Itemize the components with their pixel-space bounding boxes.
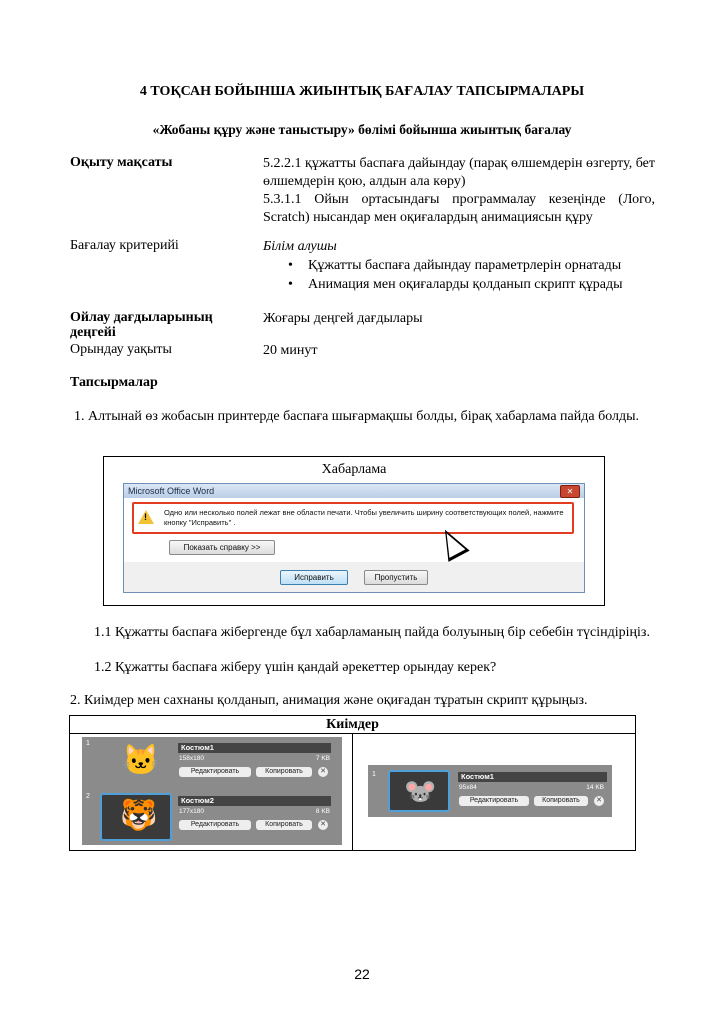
- edit-button[interactable]: Редактировать: [179, 820, 251, 830]
- dialog-figure: [103, 456, 605, 606]
- costume-number: 2: [86, 793, 90, 800]
- costume-thumbnail[interactable]: [102, 740, 172, 786]
- costume-name[interactable]: Костюм2: [178, 796, 331, 806]
- criteria-list: [263, 256, 655, 294]
- thinking-value: Жоғары деңгей дағдылары: [263, 311, 423, 326]
- costumes-header: Киімдер: [70, 716, 635, 734]
- learning-goal-line-1: 5.2.2.1 құжатты баспаға дайындау (парақ өлшемдерін өзгерту, бет өлшемдерін қою, алдын ала көру): [263, 156, 655, 189]
- time-label: Орындау уақыты: [70, 342, 172, 357]
- close-icon[interactable]: ✕: [560, 485, 580, 498]
- learning-goal-line-2: 5.3.1.1 Ойын ортасындағы программалау кезеңінде (Лого, Scratch) нысандар мен оқиғалардың анимациясын құру: [263, 192, 655, 225]
- costume-panel-right: [368, 765, 612, 817]
- copy-button[interactable]: Копировать: [256, 820, 312, 830]
- edit-button[interactable]: Редактировать: [179, 767, 251, 777]
- costume-kb: 14 KB: [586, 784, 604, 791]
- criteria-item: • Анимация мен оқиғаларды қолданып скрипт құрады: [288, 277, 623, 292]
- task-2: 2. Киімдер мен сахнаны қолданып, анимация және оқиғадан тұратын скрипт құрыңыз.: [70, 693, 588, 708]
- edit-button[interactable]: Редактировать: [459, 796, 529, 806]
- costume-kb: 8 KB: [315, 808, 330, 815]
- delete-icon[interactable]: ✕: [594, 796, 604, 806]
- copy-button[interactable]: Копировать: [256, 767, 312, 777]
- delete-icon[interactable]: ✕: [318, 820, 328, 830]
- page-number: 22: [354, 966, 370, 982]
- message-dialog: [123, 483, 585, 593]
- question-1-1: 1.1 Құжатты баспаға жібергенде бұл хабарламаның пайда болуының бір себебін түсіндіріңіз.: [94, 625, 650, 640]
- warning-mark: !: [144, 512, 147, 522]
- cat-sprite-icon: 🐯: [120, 799, 158, 832]
- costume-number: 1: [372, 771, 376, 778]
- time-value: 20 минут: [263, 343, 318, 358]
- costume-size: 177x180: [179, 808, 204, 815]
- bullet-icon: •: [288, 258, 293, 273]
- costume-thumbnail-selected[interactable]: [100, 793, 172, 841]
- dialog-title: Microsoft Office Word: [124, 484, 584, 498]
- dialog-message: Одно или несколько полей лежат вне области печати. Чтобы увеличить ширину соответствующих полей, нажмите кнопку "Исправить" .: [164, 508, 564, 527]
- page-title: 4 ТОҚСАН БОЙЫНША ЖИЫНТЫҚ БАҒАЛАУ ТАПСЫРМАЛАРЫ: [139, 84, 585, 99]
- mouse-sprite-icon: 🐭: [404, 776, 437, 806]
- delete-icon[interactable]: ✕: [318, 767, 328, 777]
- costumes-table: [69, 715, 636, 851]
- costume-kb: 7 KB: [315, 755, 330, 762]
- dialog-body: [124, 498, 584, 562]
- costume-number: 1: [86, 740, 90, 747]
- page-subtitle: «Жобаны құру және таныстыру» бөлімі бойынша жиынтық бағалау: [152, 122, 572, 137]
- thinking-label: Ойлау дағдыларының деңгейі: [70, 310, 213, 340]
- task-1: 1. Алтынай өз жобасын принтерде баспаға шығармақшы болды, бірақ хабарлама пайда болды.: [74, 409, 640, 424]
- costume-panel-left: [82, 737, 342, 845]
- tasks-heading: Тапсырмалар: [70, 375, 158, 390]
- skip-button[interactable]: Пропустить: [364, 570, 428, 585]
- costume-size: 95x84: [459, 784, 477, 791]
- dialog-caption: Хабарлама: [321, 462, 387, 477]
- learning-goal-label: Оқыту мақсаты: [70, 155, 173, 170]
- costume-thumbnail-selected[interactable]: [388, 770, 450, 812]
- costume-name[interactable]: Костюм1: [178, 743, 331, 753]
- learning-goal-value: [263, 155, 655, 227]
- criteria-value: [263, 238, 655, 294]
- fix-button[interactable]: Исправить: [280, 570, 348, 585]
- costume-name[interactable]: Костюм1: [458, 772, 607, 782]
- criteria-item: • Құжатты баспаға дайындау параметрлерін орнатады: [288, 258, 622, 273]
- table-divider: [352, 733, 353, 850]
- show-help-button[interactable]: Показать справку >>: [169, 540, 275, 555]
- cat-sprite-icon: 🐱: [122, 744, 160, 777]
- question-1-2: 1.2 Құжатты баспаға жіберу үшін қандай әрекеттер орындау керек?: [94, 660, 497, 675]
- criteria-label: Бағалау критерийі: [70, 238, 179, 253]
- bullet-icon: •: [288, 277, 293, 292]
- costume-size: 158x180: [179, 755, 204, 762]
- criteria-intro: Білім алушы: [263, 239, 337, 254]
- copy-button[interactable]: Копировать: [534, 796, 588, 806]
